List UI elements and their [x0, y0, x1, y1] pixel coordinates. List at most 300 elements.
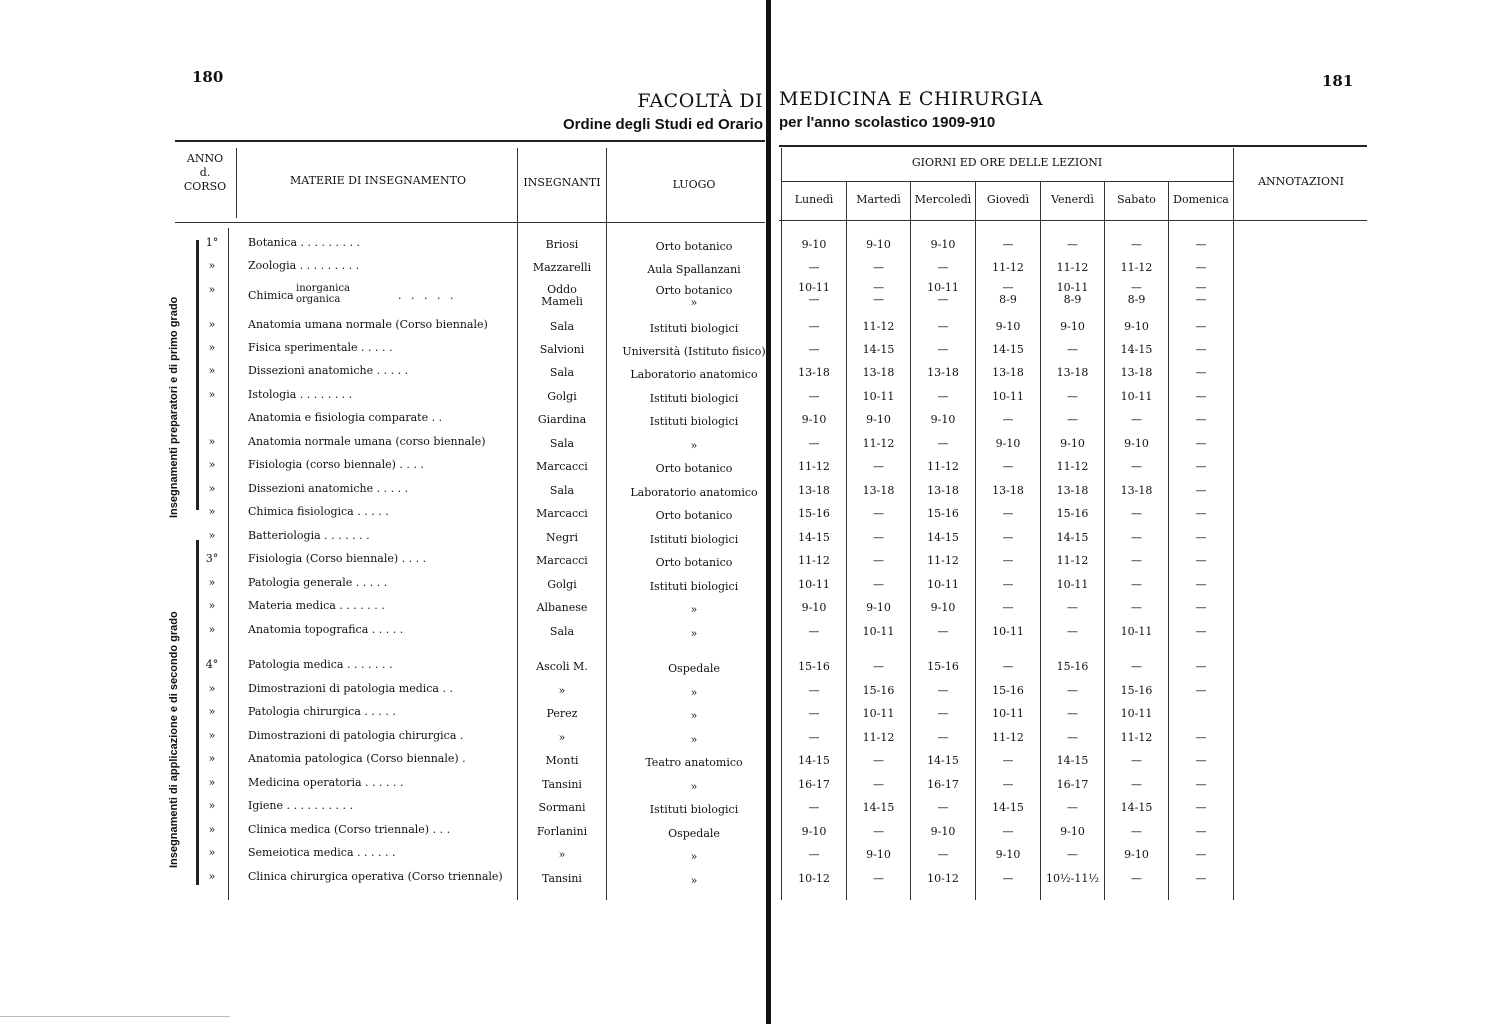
day-time: 10-11	[1120, 625, 1153, 638]
year-marker: 1°	[205, 236, 219, 249]
subject-name: Fisiologia (corso biennale) . . . .	[248, 458, 424, 471]
day-time: —	[937, 320, 949, 333]
year-marker: »	[208, 259, 216, 272]
day-time: —	[1067, 625, 1078, 638]
subject-name: Dissezioni anatomiche . . . . .	[248, 364, 409, 377]
teacher-name: Salvioni	[539, 343, 585, 356]
day-time: 8-9	[1127, 293, 1146, 306]
day-time: 13-18	[862, 484, 895, 497]
day-time: 10-11	[798, 281, 830, 294]
day-time: —	[1195, 437, 1207, 450]
day-time: —	[808, 437, 820, 450]
teacher-name: Golgi	[547, 390, 577, 403]
day-time: —	[1131, 754, 1142, 767]
side-label-first-grade: Insegnamenti preparatori e di primo grado	[168, 296, 180, 518]
page-number-left: 180	[192, 68, 224, 86]
day-time: 11-12	[1056, 261, 1089, 274]
day-time: —	[1195, 293, 1207, 306]
teacher-name: Negri	[546, 531, 578, 544]
subject-name: Dissezioni anatomiche . . . . .	[248, 482, 409, 495]
day-time: —	[808, 320, 820, 333]
day-time: —	[1067, 413, 1078, 426]
day-time: 9-10	[866, 413, 891, 426]
day-time: 13-18	[1120, 484, 1153, 497]
year-marker: »	[208, 458, 216, 471]
day-time: —	[1195, 238, 1207, 251]
day-time: —	[1067, 343, 1078, 356]
year-marker: »	[208, 682, 216, 695]
day-time: —	[1002, 872, 1014, 885]
day-time: —	[1195, 366, 1207, 379]
day-time: —	[937, 293, 949, 306]
subject-name: Botanica . . . . . . . . .	[248, 236, 360, 249]
day-time: 10-11	[1120, 707, 1153, 720]
top-rule-right	[779, 145, 1367, 147]
day-time: 14-15	[798, 754, 830, 767]
day-time: 14-15	[798, 531, 830, 544]
day-time: —	[937, 707, 949, 720]
day-time: —	[1002, 778, 1014, 791]
subject-name: Chimica fisiologica . . . . .	[248, 505, 389, 518]
teacher-name: Marcacci	[536, 460, 588, 473]
day-time: 9-10	[930, 413, 956, 426]
day-time: 16-17	[1056, 778, 1089, 791]
day-time: —	[1195, 578, 1207, 591]
header-day-martedi: Martedì	[856, 193, 901, 206]
day-time: —	[808, 293, 820, 306]
subject-name: Igiene . . . . . . . . . .	[248, 799, 353, 812]
header-rule-right	[779, 220, 1367, 221]
day-time: 11-12	[992, 261, 1024, 274]
subject-name: Medicina operatoria . . . . . .	[248, 776, 404, 789]
day-time: 13-18	[992, 366, 1024, 379]
teacher-name: Ascoli M.	[536, 660, 588, 673]
day-time: —	[937, 684, 949, 697]
year-marker: »	[208, 318, 216, 331]
day-time: 9-10	[930, 238, 956, 251]
day-time: —	[1131, 531, 1142, 544]
day-time: —	[1002, 601, 1014, 614]
location: Orto botanico	[655, 462, 733, 475]
day-time: —	[1002, 507, 1014, 520]
day-time: —	[1067, 801, 1078, 814]
subject-name: Dimostrazioni di patologia chirurgica .	[248, 729, 464, 742]
day-time: —	[1195, 413, 1207, 426]
day-time: —	[1131, 507, 1142, 520]
day-time: —	[1195, 281, 1207, 294]
header-day-giovedi: Giovedì	[986, 193, 1030, 206]
day-time: 11-12	[1120, 261, 1153, 274]
teacher-name: Sala	[549, 320, 575, 333]
day-time: 15-16	[927, 507, 959, 520]
day-time: —	[808, 707, 820, 720]
year-marker: »	[208, 752, 216, 765]
day-time: —	[1195, 460, 1207, 473]
day-time: 13-18	[992, 484, 1024, 497]
day-time: —	[1131, 413, 1142, 426]
subject-dots: . . . . .	[398, 289, 457, 302]
header-day-lunedi: Lunedì	[794, 193, 834, 206]
subject-name: Chimica	[248, 289, 294, 302]
day-time: —	[1195, 320, 1207, 333]
day-time: —	[1067, 238, 1078, 251]
header-giorni: GIORNI ED ORE DELLE LEZIONI	[911, 156, 1103, 169]
day-time: —	[1002, 460, 1014, 473]
year-marker: 4°	[205, 658, 219, 671]
location: Istituti biologici	[649, 322, 739, 335]
day-time: 14-15	[862, 801, 895, 814]
subject-name: Anatomia e fisiologia comparate . .	[248, 411, 443, 424]
day-time: 10-12	[798, 872, 830, 885]
day-time: —	[1067, 848, 1078, 861]
location: »	[690, 874, 698, 887]
location: »	[690, 603, 698, 616]
year-marker: »	[208, 846, 216, 859]
day-time: 10-11	[992, 390, 1024, 403]
year-marker: »	[208, 776, 216, 789]
day-time: —	[808, 801, 820, 814]
day-time: 10-11	[992, 625, 1024, 638]
subject-name: Anatomia topografica . . . . .	[248, 623, 404, 636]
side-label-second-grade: Insegnamenti di applicazione e di secondo grado	[168, 611, 180, 868]
subtitle-left: Ordine degli Studi ed Orario	[562, 116, 763, 133]
teacher-name: Sala	[549, 437, 575, 450]
day-time: —	[1002, 660, 1014, 673]
location: »	[690, 733, 698, 746]
day-time: —	[1195, 754, 1207, 767]
year-marker: »	[208, 576, 216, 589]
teacher-name: Briosi	[545, 238, 579, 251]
day-time: 9-10	[866, 601, 891, 614]
location: »	[690, 850, 698, 863]
day-time: —	[1195, 531, 1207, 544]
day-time: —	[873, 261, 884, 274]
day-time: 9-10	[1060, 320, 1085, 333]
day-time: —	[937, 848, 949, 861]
day-time: 10-11	[1120, 390, 1153, 403]
year-marker: »	[208, 482, 216, 495]
day-time: —	[808, 390, 820, 403]
header-day-sabato: Sabato	[1117, 193, 1156, 206]
day-time: —	[873, 531, 884, 544]
subtitle-right: per l'anno scolastico 1909-910	[779, 114, 996, 131]
subject-name: Zoologia . . . . . . . . .	[248, 259, 360, 272]
subject-name: Clinica medica (Corso triennale) . . .	[248, 823, 451, 836]
location: »	[690, 439, 698, 452]
day-time: —	[1002, 754, 1014, 767]
day-time: 9-10	[866, 848, 891, 861]
location: Istituti biologici	[649, 415, 739, 428]
day-time: 15-16	[1056, 660, 1089, 673]
scan-edge-mark	[0, 1016, 230, 1017]
day-time: 13-18	[1120, 366, 1153, 379]
subject-name: Patologia chirurgica . . . . .	[248, 705, 396, 718]
day-time: 10½-11½	[1045, 872, 1100, 885]
day-time: —	[1195, 660, 1207, 673]
day-time: —	[1195, 801, 1207, 814]
day-time: 10-11	[862, 390, 895, 403]
year-marker: »	[208, 870, 216, 883]
day-time: —	[1195, 390, 1207, 403]
day-time: 15-16	[927, 660, 959, 673]
year-marker: »	[208, 341, 216, 354]
day-time: 16-17	[927, 778, 959, 791]
subject-name: Anatomia normale umana (corso biennale)	[248, 435, 486, 448]
subject-name: Anatomia umana normale (Corso biennale)	[248, 318, 488, 331]
day-time: —	[937, 625, 949, 638]
day-time: —	[1195, 778, 1207, 791]
subject-name: Fisica sperimentale . . . . .	[248, 341, 393, 354]
year-marker: »	[208, 364, 216, 377]
teacher-name: Sala	[549, 366, 575, 379]
day-time: 8-9	[1063, 293, 1082, 306]
day-time: —	[1195, 484, 1207, 497]
year-marker: »	[208, 283, 216, 296]
subject-name: Clinica chirurgica operativa (Corso triennale)	[248, 870, 503, 883]
day-time: 10-11	[992, 707, 1024, 720]
location: Orto botanico	[655, 240, 733, 253]
day-time: 15-16	[1120, 684, 1153, 697]
day-time: —	[873, 825, 884, 838]
subject-name: Patologia medica . . . . . . .	[248, 658, 393, 671]
day-time: —	[937, 437, 949, 450]
teacher-name: Albanese	[536, 601, 588, 614]
day-time: —	[808, 848, 820, 861]
teacher-name: »	[558, 848, 566, 861]
day-time: 10-12	[927, 872, 959, 885]
day-time: —	[1002, 554, 1014, 567]
day-time: 11-12	[1056, 554, 1089, 567]
day-time: 13-18	[798, 366, 830, 379]
day-time: 15-16	[862, 684, 895, 697]
day-time: —	[1195, 848, 1207, 861]
day-time: —	[873, 778, 884, 791]
year-marker: 3°	[205, 552, 219, 565]
day-time: 14-15	[927, 531, 959, 544]
teacher-name: Golgi	[547, 578, 577, 591]
day-time: 9-10	[930, 601, 956, 614]
day-time: —	[873, 281, 884, 294]
page-number-right: 181	[1322, 72, 1354, 90]
day-time: —	[808, 343, 820, 356]
day-time: —	[873, 293, 884, 306]
day-time: 9-10	[1060, 825, 1085, 838]
header-luogo: LUOGO	[672, 178, 716, 191]
day-time: 16-17	[798, 778, 830, 791]
location: Istituti biologici	[649, 392, 739, 405]
header-annotazioni: ANNOTAZIONI	[1258, 175, 1344, 188]
day-time: 9-10	[1060, 437, 1085, 450]
day-time: —	[937, 343, 949, 356]
day-time: 13-18	[927, 366, 959, 379]
teacher-name: Sala	[549, 484, 575, 497]
day-time: 15-16	[992, 684, 1024, 697]
teacher-name: »	[558, 731, 566, 744]
day-time: 13-18	[862, 366, 895, 379]
day-time: —	[808, 731, 820, 744]
day-time: —	[1131, 872, 1142, 885]
day-time: 9-10	[995, 848, 1021, 861]
subject-name: Dimostrazioni di patologia medica . .	[248, 682, 453, 695]
day-time: 9-10	[1124, 848, 1149, 861]
day-time: 9-10	[930, 825, 956, 838]
teacher-name: Tansini	[542, 872, 582, 885]
teacher-name: Marcacci	[536, 554, 588, 567]
teacher-name: Sormani	[538, 801, 586, 814]
day-time: 11-12	[862, 731, 895, 744]
day-time: —	[873, 660, 884, 673]
day-time: 14-15	[927, 754, 959, 767]
day-time: —	[1195, 684, 1207, 697]
day-time: —	[1002, 413, 1014, 426]
day-time: 10-11	[862, 707, 895, 720]
header-anno: ANNO d. CORSO	[183, 152, 227, 193]
day-time: —	[1002, 238, 1014, 251]
days-header-rule	[781, 181, 1233, 182]
day-time: —	[1131, 578, 1142, 591]
col-line	[236, 148, 237, 218]
teacher-name: Mameli	[541, 295, 583, 308]
year-marker: »	[208, 799, 216, 812]
day-time: 11-12	[798, 460, 830, 473]
title-right: MEDICINA E CHIRURGIA	[779, 88, 1044, 110]
day-time: 11-12	[1056, 460, 1089, 473]
teacher-name: Perez	[546, 707, 578, 720]
header-day-mercoledi: Mercoledì	[914, 193, 972, 206]
day-time: 9-10	[801, 601, 827, 614]
top-rule-left	[175, 140, 765, 142]
location: Università (Istituto fisico)	[622, 345, 766, 358]
day-time: 14-15	[1120, 801, 1153, 814]
location: Teatro anatomico	[645, 756, 743, 769]
day-time: —	[1195, 554, 1207, 567]
day-time: 14-15	[862, 343, 895, 356]
location: Laboratorio anatomico	[630, 486, 758, 499]
day-time: —	[937, 390, 949, 403]
day-time: 14-15	[992, 343, 1024, 356]
subject-name: Patologia generale . . . . .	[248, 576, 388, 589]
day-time: 11-12	[992, 731, 1024, 744]
subject-sub: organica	[296, 294, 341, 305]
location: Aula Spallanzani	[647, 263, 741, 276]
location: Orto botanico	[655, 509, 733, 522]
day-time: 11-12	[862, 437, 895, 450]
location: Orto botanico	[655, 556, 733, 569]
day-time: —	[1195, 825, 1207, 838]
day-time: —	[808, 684, 820, 697]
teacher-name: »	[558, 684, 566, 697]
day-time: —	[1131, 825, 1142, 838]
day-time: 10-11	[862, 625, 895, 638]
day-time: —	[1067, 684, 1078, 697]
day-time: 15-16	[798, 660, 830, 673]
day-time: —	[1067, 707, 1078, 720]
day-time: —	[1131, 660, 1142, 673]
header-insegnanti: INSEGNANTI	[523, 176, 601, 189]
year-marker: »	[208, 599, 216, 612]
day-time: 9-10	[801, 238, 827, 251]
day-time: 13-18	[1056, 366, 1089, 379]
subject-sub: inorganica	[296, 283, 351, 294]
day-time: —	[1131, 238, 1142, 251]
day-time: —	[873, 754, 884, 767]
side-bracket-first	[196, 240, 199, 510]
day-time: —	[1002, 281, 1014, 294]
subject-name: Istologia . . . . . . . .	[248, 388, 353, 401]
day-time: 13-18	[927, 484, 959, 497]
day-time: 10-11	[927, 281, 959, 294]
day-time: —	[1002, 531, 1014, 544]
location: »	[690, 627, 698, 640]
day-time: —	[808, 261, 820, 274]
day-time: 11-12	[927, 554, 959, 567]
side-bracket-second	[196, 540, 199, 885]
day-time: —	[873, 872, 884, 885]
day-time: —	[937, 801, 949, 814]
day-time: —	[1131, 281, 1142, 294]
col-line	[228, 228, 229, 900]
day-time: 10-11	[927, 578, 959, 591]
day-time: 9-10	[995, 320, 1021, 333]
teacher-name: Oddo	[547, 283, 577, 296]
day-time: 10-11	[1056, 281, 1089, 294]
day-time: —	[937, 261, 949, 274]
day-time: —	[1195, 731, 1207, 744]
day-time: 14-15	[1056, 754, 1089, 767]
teacher-name: Giardina	[537, 413, 587, 426]
subject-name: Semeiotica medica . . . . . .	[248, 846, 396, 859]
day-time: —	[873, 578, 884, 591]
day-time: 14-15	[992, 801, 1024, 814]
header-day-venerdi: Venerdì	[1051, 193, 1094, 206]
col-line	[1233, 148, 1234, 900]
header-materie: MATERIE DI INSEGNAMENTO	[290, 174, 466, 187]
day-time: —	[1195, 343, 1207, 356]
day-time: 13-18	[798, 484, 830, 497]
location: Laboratorio anatomico	[630, 368, 758, 381]
teacher-name: Forlanini	[536, 825, 588, 838]
teacher-name: Tansini	[542, 778, 582, 791]
location: Istituti biologici	[649, 533, 739, 546]
day-time: —	[808, 625, 820, 638]
day-time: 11-12	[1120, 731, 1153, 744]
day-time: 15-16	[798, 507, 830, 520]
day-time: 9-10	[801, 413, 827, 426]
header-day-domenica: Domenica	[1173, 193, 1229, 206]
day-time: 10-11	[798, 578, 830, 591]
day-time: 9-10	[801, 825, 827, 838]
day-time: 8-9	[999, 293, 1017, 306]
subject-name: Batteriologia . . . . . . .	[248, 529, 370, 542]
day-time: —	[1131, 778, 1142, 791]
year-marker: »	[208, 505, 216, 518]
day-time: —	[1131, 460, 1142, 473]
day-time: 11-12	[927, 460, 959, 473]
day-time: —	[873, 554, 884, 567]
teacher-name: Marcacci	[536, 507, 588, 520]
year-marker: »	[208, 529, 216, 542]
day-time: 9-10	[995, 437, 1021, 450]
location: »	[690, 709, 698, 722]
day-time: —	[1002, 578, 1014, 591]
day-time: 11-12	[862, 320, 895, 333]
day-time: 15-16	[1056, 507, 1089, 520]
year-marker: »	[208, 435, 216, 448]
location: Istituti biologici	[649, 803, 739, 816]
day-time: —	[1131, 601, 1142, 614]
location: »	[690, 296, 698, 309]
day-time: 14-15	[1120, 343, 1153, 356]
